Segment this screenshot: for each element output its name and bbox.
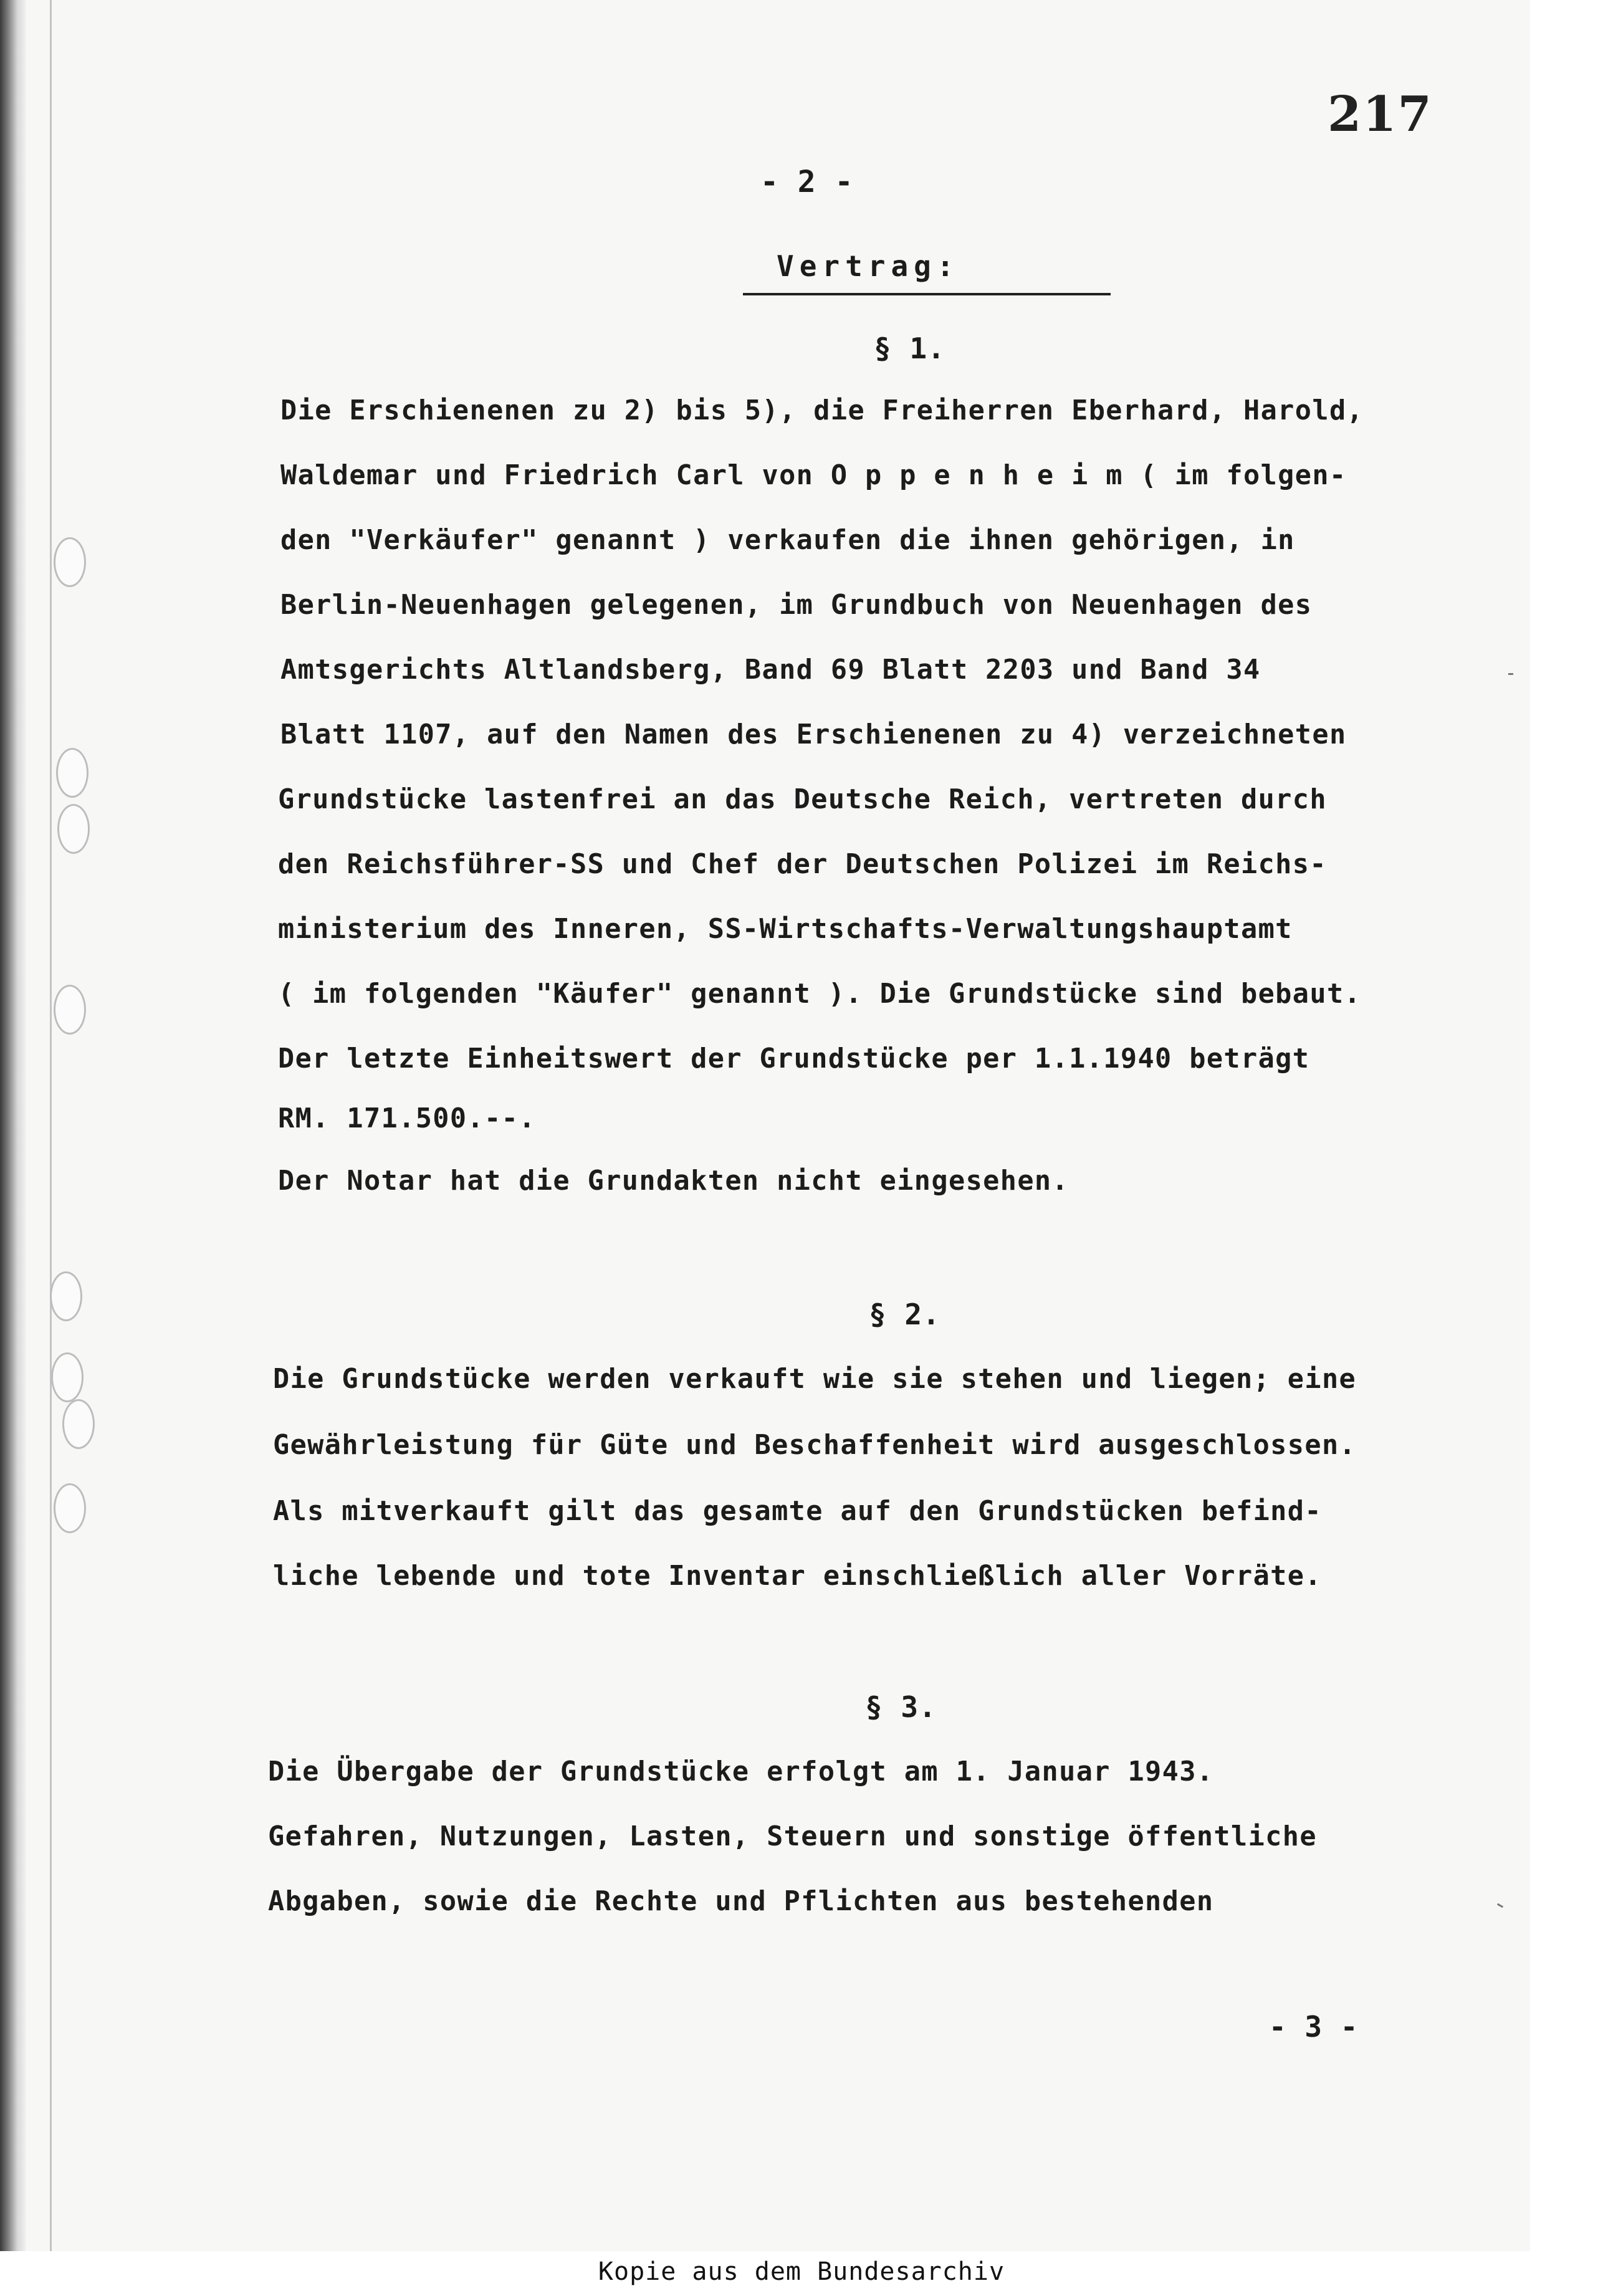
punch-hole [54, 1483, 86, 1533]
text-line: den Reichsführer-SS und Chef der Deutschen Polizei im Reichs- [278, 849, 1327, 880]
section-mark: § 2. [869, 1298, 940, 1331]
text-line: Gefahren, Nutzungen, Lasten, Steuern und sonstige öffentliche [268, 1821, 1317, 1852]
text-line: Die Übergabe der Grundstücke erfolgt am 1. Januar 1943. [268, 1756, 1214, 1787]
text-line: RM. 171.500.--. [278, 1103, 536, 1134]
text-line: Gewährleistung für Güte und Beschaffenheit wird ausgeschlossen. [273, 1430, 1357, 1461]
scan-mark [1508, 673, 1513, 675]
text-line: Die Grundstücke werden verkauft wie sie stehen und liegen; eine [273, 1364, 1357, 1395]
next-page-marker: - 3 - [1269, 2010, 1359, 2044]
punch-hole [51, 1352, 84, 1402]
text-line: liche lebende und tote Inventar einschließlich aller Vorräte. [273, 1561, 1322, 1592]
text-line: Blatt 1107, auf den Namen des Erschienenen zu 4) verzeichneten [280, 719, 1347, 750]
punch-hole [50, 1271, 82, 1321]
punch-hole [62, 1399, 95, 1449]
text-line: Grundstücke lastenfrei an das Deutsche Reich, vertreten durch [278, 784, 1327, 815]
section-mark: § 3. [865, 1690, 937, 1724]
binding-edge-shadow [0, 0, 26, 2251]
contract-heading: Vertrag: [777, 249, 960, 283]
text-line: Berlin-Neuenhagen gelegenen, im Grundbuch von Neuenhagen des [280, 590, 1313, 621]
punch-hole [54, 537, 86, 587]
text-line: den "Verkäufer" genannt ) verkaufen die ihnen gehörigen, in [280, 525, 1295, 556]
text-line: Abgaben, sowie die Rechte und Pflichten aus bestehenden [268, 1886, 1214, 1917]
section-mark: § 1. [874, 332, 945, 365]
text-line: Die Erschienenen zu 2) bis 5), die Freiherren Eberhard, Harold, [280, 395, 1364, 426]
punch-hole [57, 804, 90, 854]
binding-edge-line [50, 0, 52, 2251]
right-margin [1530, 0, 1603, 2251]
archive-caption: Kopie aus dem Bundesarchiv [598, 2257, 1005, 2286]
text-line: ministerium des Inneren, SS-Wirtschafts-Verwaltungshauptamt [278, 914, 1293, 945]
text-line: Waldemar und Friedrich Carl von O p p e n h e i m ( im folgen- [280, 460, 1347, 491]
heading-underline [743, 293, 1111, 295]
punch-hole [54, 985, 86, 1035]
text-line: Der letzte Einheitswert der Grundstücke per 1.1.1940 beträgt [278, 1043, 1310, 1074]
text-line: Amtsgerichts Altlandsberg, Band 69 Blatt 2203 und Band 34 [280, 654, 1261, 686]
text-line: Der Notar hat die Grundakten nicht eingesehen. [278, 1165, 1069, 1197]
text-line: ( im folgenden "Käufer" genannt ). Die Grundstücke sind bebaut. [278, 978, 1362, 1010]
text-line: Als mitverkauft gilt das gesamte auf den Grundstücken befind- [273, 1496, 1322, 1527]
punch-hole [56, 748, 89, 798]
page-number: - 2 - [760, 165, 854, 199]
folio-number: 217 [1328, 86, 1433, 143]
